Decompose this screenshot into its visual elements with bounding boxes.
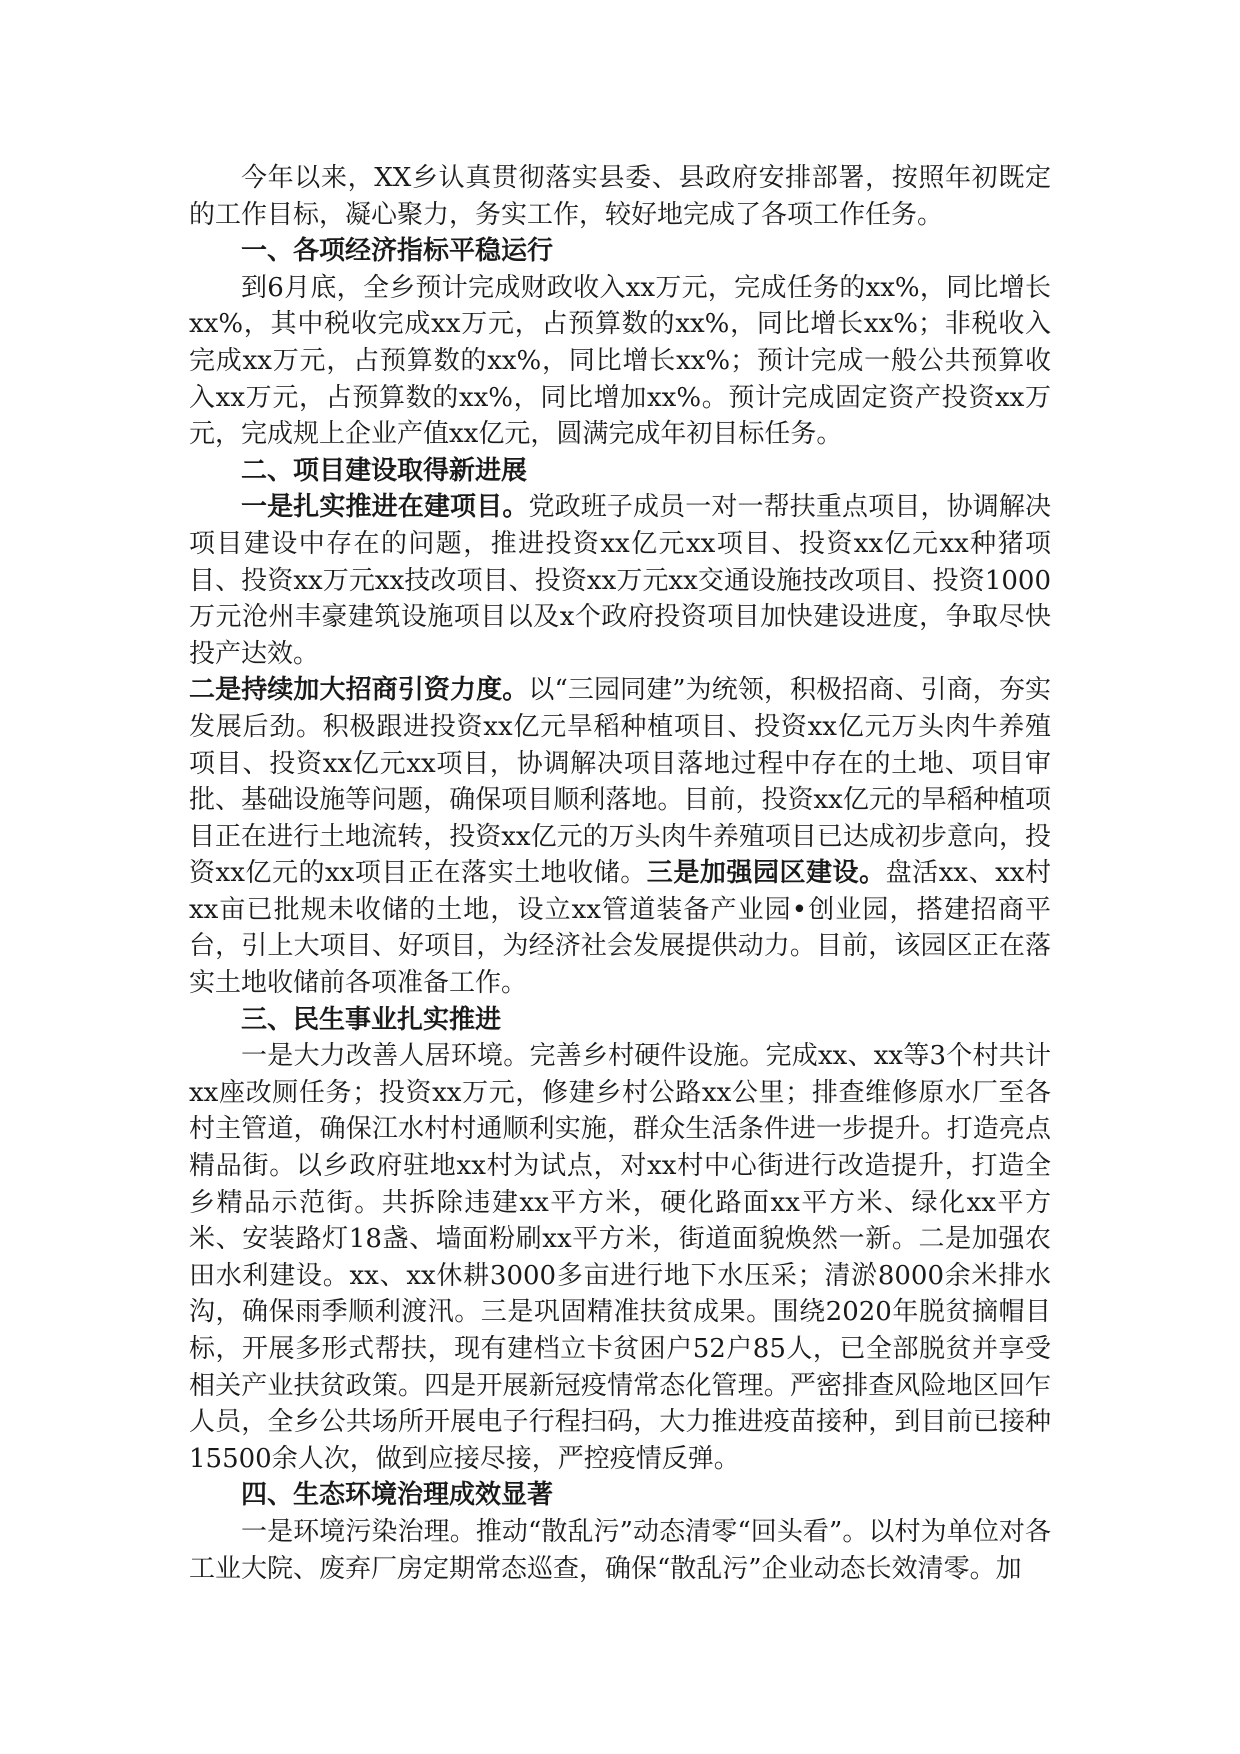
investment-lead: 二是持续加大招商引资力度。 [189,675,529,706]
section-heading-2: 二、项目建设取得新进展 [241,455,528,486]
economy-paragraph: 到6月底，全乡预计完成财政收入xx万元，完成任务的xx%，同比增长xx%，其中税收完成xx万元，占预算数的xx%，同比增长xx%；非税收入完成xx万元，占预算数的xx%，同比增长xx%；预计完成一般公共预算收入xx万元，占预算数的xx%，同比增加xx%。预计完成固定资产投资xx万元，完成规上企业产值xx亿元，圆满完成年初目标任务。 [189,272,1051,450]
projects-paragraph [189,489,1051,672]
livelihood-paragraph: 一是大力改善人居环境。完善乡村硬件设施。完成xx、xx等3个村共计xx座改厕任务；投资xx万元，修建乡村公路xx公里；排查维修原水厂至各村主管道，确保江水村村通顺利实施，群众生活条件进一步提升。打造亮点精品街。以乡政府驻地xx村为试点，对xx村中心街进行改造提升，打造全乡精品示范街。共拆除违建xx平方米，硬化路面xx平方米、绿化xx平方米、安装路灯18盏、墙面粉刷xx平方米，街道面貌焕然一新。二是加强农田水利建设。xx、xx休耕3000多亩进行地下水压采；清淤8000余米排水沟，确保雨季顺利渡汛。三是巩固精准扶贫成果。围绕2020年脱贫摘帽目标，开展多形式帮扶，现有建档立卡贫困户52户85人，已全部脱贫并享受相关产业扶贫政策。四是开展新冠疫情常态化管理。严密排查风险地区回乍人员，全乡公共场所开展电子行程扫码，大力推进疫苗接种，到目前已接种15500余人次，做到应接尽接，严控疫情反弹。 [189,1041,1051,1474]
park-text: 盘活xx、xx村xx亩已批规未收储的土地，设立xx管道装备产业园•创业园，搭建招商平台，引上大项目、好项目，为经济社会发展提供动力。目前，该园区正在落实土地收储前各项准备工作。 [189,858,1051,999]
document-page [189,160,1051,1587]
intro-paragraph: 今年以来，XX乡认真贯彻落实县委、县政府安排部署，按照年初既定的工作目标，凝心聚力，务实工作，较好地完成了各项工作任务。 [189,163,1051,230]
projects-lead: 一是扎实推进在建项目。 [241,492,529,523]
section-heading-3: 三、民生事业扎实推进 [241,1004,502,1035]
section-heading-4: 四、生态环境治理成效显著 [241,1480,554,1511]
projects-text: 党政班子成员一对一帮扶重点项目，协调解决项目建设中存在的问题，推进投资xx亿元xx项目、投资xx亿元xx种猪项目、投资xx万元xx技改项目、投资xx万元xx交通设施技改项目、投资1000万元沧州丰豪建筑设施项目以及x个政府投资项目加快建设进度，争取尽快投产达效。 [189,492,1051,669]
environment-paragraph: 一是环境污染治理。推动“散乱污”动态清零“回头看”。以村为单位对各工业大院、废弃厂房定期常态巡查，确保“散乱污”企业动态长效清零。加 [189,1516,1051,1584]
investment-paragraph [189,672,1051,1001]
park-lead: 三是加强园区建设。 [646,858,886,889]
section-heading-1: 一、各项经济指标平稳运行 [241,236,554,267]
investment-text: 以“三园同建”为统领，积极招商、引商，夯实发展后劲。积极跟进投资xx亿元旱稻种植项目、投资xx亿元万头肉牛养殖项目、投资xx亿元xx项目，协调解决项目落地过程中存在的土地、项目审批、基础设施等问题，确保项目顺利落地。目前，投资xx亿元的旱稻种植项目正在进行土地流转，投资xx亿元的万头肉牛养殖项目已达成初步意向，投资xx亿元的xx项目正在落实土地收储。 [189,675,1051,889]
